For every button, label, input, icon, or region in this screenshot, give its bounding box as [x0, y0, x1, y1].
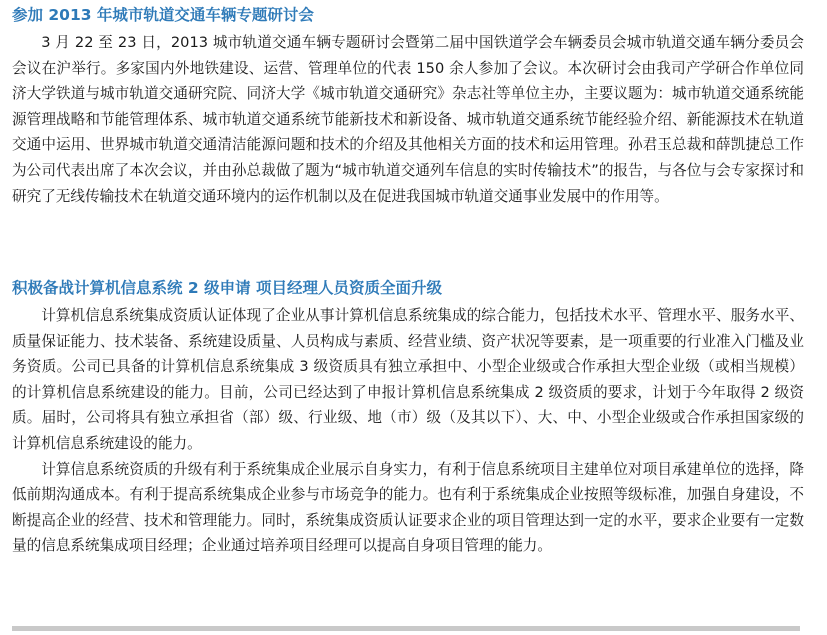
- article-paragraph: 计算信息系统资质的升级有利于系统集成企业展示自身实力，有利于信息系统项目主建单位对项目承建单位的选择，降低前期沟通成本。有利于提高系统集成企业参与市场竞争的能力。也有利于系统集成企业按照等级标准，加强自身建设，不断提高企业的经营、技术和管理能力。同时，系统集成资质认证要求企业的项目管理达到一定的水平，要求企业要有一定数量的信息系统集成项目经理；企业通过培养项目经理可以提高自身项目管理的能力。: [12, 460, 804, 555]
- footer-divider: [12, 626, 800, 631]
- article-headline: 参加 2013 年城市轨道交通车辆专题研讨会: [12, 6, 314, 24]
- article-paragraph: 3 月 22 至 23 日，2013 城市轨道交通车辆专题研讨会暨第二届中国铁道学会车辆委员会城市轨道交通车辆分委员会会议在沪举行。多家国内外地铁建设、运营、管理单位的代表 150 余人参加了会议。本次研讨会由我司产学研合作单位同济大学铁道与城市轨道交通研究院、同济大学《城市轨道交通研究》杂志社等单位主办，主要议题为：城市轨道交通系统能源管理战略和节能管理体系、城市轨道交通系统节能新技术和新设备、城市轨道交通系统节能经验介绍、新能源技术在轨道交通中运用、世界城市轨道交通清洁能源问题和技术的介绍及其他相关方面的技术和运用管理。孙君玉总裁和薛凯捷总工作为公司代表出席了本次会议，并由孙总裁做了题为“城市轨道交通列车信息的实时传输技术”的报告，与各位与会专家探讨和研究了无线传输技术在轨道交通环境内的运作机制以及在促进我国城市轨道交通事业发展中的作用等。: [12, 34, 804, 205]
- news-article-qualification: [12, 277, 804, 559]
- article-paragraph: 计算机信息系统集成资质认证体现了企业从事计算机信息系统集成的综合能力，包括技术水平、管理水平、服务水平、质量保证能力、技术装备、系统建设质量、人员构成与素质、经营业绩、资产状况等要素，是一项重要的行业准入门槛及业务资质。公司已具备的计算机信息系统集成 3 级资质具有独立承担中、小型企业级或合作承担大型企业级（或相当规模）的计算机信息系统建设的能力。目前，公司已经达到了申报计算机信息系统集成 2 级资质的要求，计划于今年取得 2 级资质。届时，公司将具有独立承担省（部）级、行业级、地（市）级（及其以下）、大、中、小型企业级或合作承担国家级的计算机信息系统建设的能力。: [12, 307, 804, 452]
- news-article-conference: [12, 4, 804, 209]
- article-headline: 积极备战计算机信息系统 2 级申请 项目经理人员资质全面升级: [12, 279, 442, 297]
